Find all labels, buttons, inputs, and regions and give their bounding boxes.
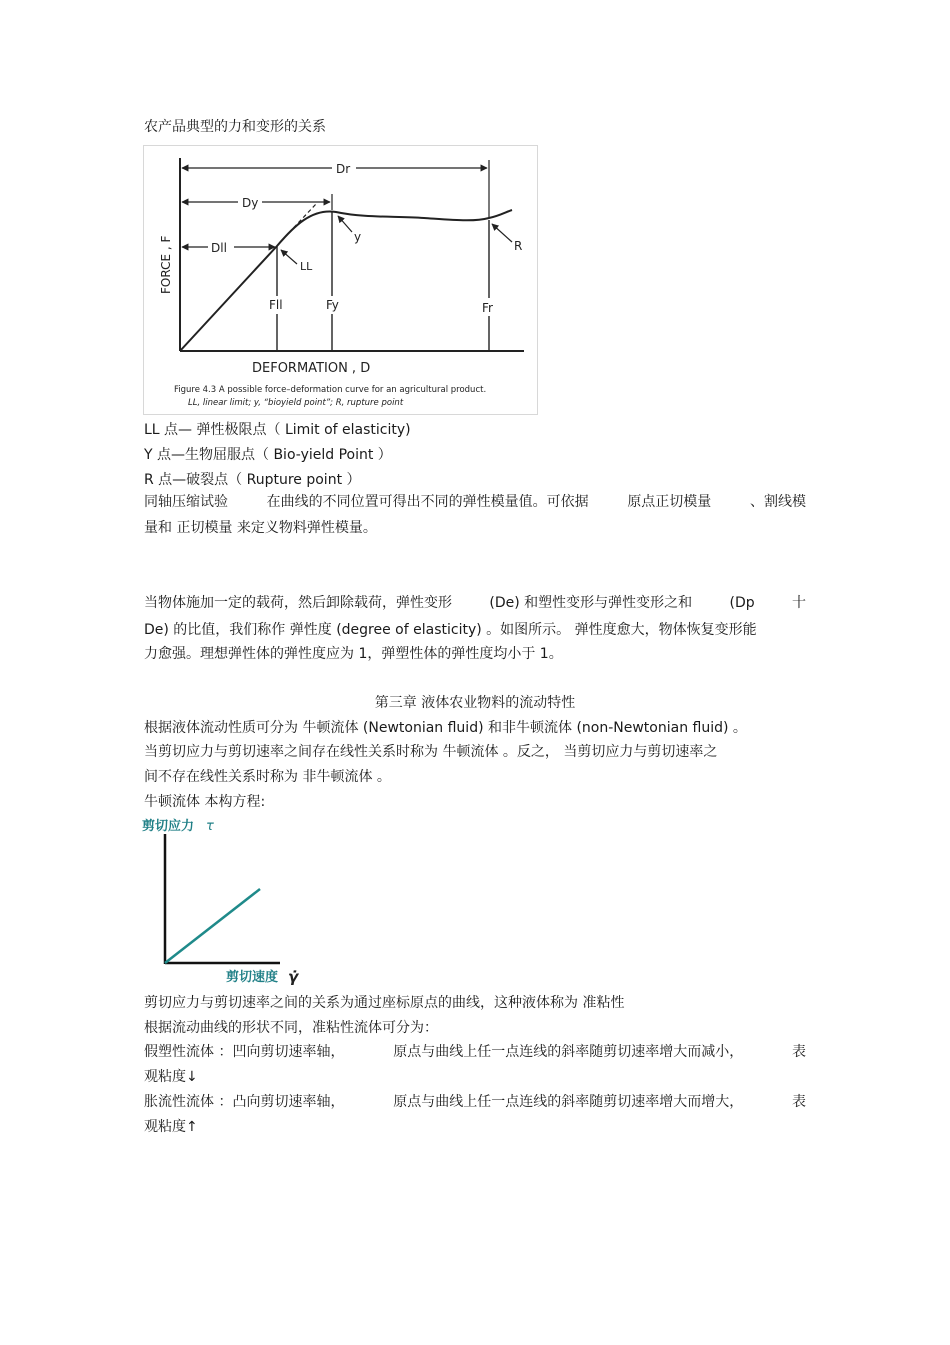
para2-line3: 力愈强。理想弹性体的弹性度应为 1，弹塑性体的弹性度均小于 1。 [144, 646, 563, 662]
para5-seg: 表 [791, 1044, 806, 1060]
def-y: Y 点—生物屈服点（ Bio-yield Point ） [144, 447, 392, 463]
def-ll: LL 点— 弹性极限点（ Limit of elasticity) [144, 422, 411, 438]
para1-line1 [144, 493, 806, 511]
para5-seg: 原点与曲线上任一点连线的斜率随剪切速率增大而减小， [393, 1044, 744, 1060]
x-axis-label: DEFORMATION , D [252, 361, 371, 376]
force-deformation-figure [143, 145, 538, 415]
chapter-title: 第三章 液体农业物料的流动特性 [374, 695, 576, 711]
para5-seg: 假塑性流体 ：凹向剪切速率轴， [144, 1044, 345, 1060]
figure1-caption-line1: Figure 4.3 A possible force–deformation curve for an agricultural product. [174, 385, 487, 395]
para1-line2: 量和 正切模量 来定义物料弹性模量。 [144, 520, 377, 536]
fig2-x-symbol: γ̇ [288, 968, 299, 986]
para6-seg: 原点与曲线上任一点连线的斜率随剪切速率增大而增大， [393, 1094, 744, 1110]
para1-seg: 、割线模 [749, 494, 806, 510]
dy-label: Dy [242, 196, 259, 210]
dr-label: Dr [336, 162, 351, 176]
tangent-dash [284, 204, 316, 238]
fig2-y-symbol: τ [206, 819, 214, 834]
dll-label: Dll [211, 241, 227, 255]
para2-line2: De) 的比值，我们称作 弹性度 (degree of elasticity) 。如图所示。 弹性度愈大，物体恢复变形能 [144, 622, 757, 638]
fig2-x-label: 剪切速度 [226, 970, 279, 985]
fig2-y-label: 剪切应力 [142, 819, 195, 834]
para2-seg: 十 [792, 595, 806, 611]
ll-label: LL [300, 260, 313, 273]
fll-label: Fll [269, 298, 283, 312]
para4-line1: 剪切应力与剪切速率之间的关系为通过座标原点的曲线，这种液体称为 准粘性 [144, 995, 625, 1011]
para3-line4: 牛顿流体 本构方程: [144, 794, 266, 810]
para2-seg: (De) 和塑性变形与弹性变形之和 [489, 595, 693, 611]
figure1-caption-line2: LL, linear limit; y, “bioyield point”; R, rupture point [188, 398, 404, 408]
force-deformation-chart [144, 146, 537, 414]
para5-line1 [144, 1043, 806, 1061]
y-pointer [338, 216, 352, 232]
ll-pointer [281, 250, 297, 264]
newtonian-figure [140, 812, 315, 987]
para2-line1 [144, 594, 806, 612]
para3-line1: 根据液体流动性质可分为 牛顿流体 (Newtonian fluid) 和非牛顿流体 (non-Newtonian fluid) 。 [144, 720, 747, 736]
newtonian-chart [140, 812, 315, 987]
y-axis-label: FORCE , F [159, 235, 173, 294]
para3-line2: 当剪切应力与剪切速率之间存在线性关系时称为 牛顿流体 。反之， 当剪切应力与剪切速率之 [144, 744, 718, 760]
newtonian-line [165, 889, 260, 963]
para1-seg: 原点正切模量 [627, 494, 712, 510]
para6-line1 [144, 1093, 806, 1111]
para2-seg: 当物体施加一定的载荷，然后卸除载荷，弹性变形 [144, 595, 452, 611]
para5-line2: 观粘度↓ [144, 1069, 198, 1085]
fr-label: Fr [482, 301, 493, 315]
para2-seg: (Dp [729, 595, 755, 611]
para3-line3: 间不存在线性关系时称为 非牛顿流体 。 [144, 769, 391, 785]
para6-seg: 胀流性流体 ：凸向剪切速率轴， [144, 1094, 345, 1110]
para1-seg: 在曲线的不同位置可得出不同的弹性模量值。可依据 [266, 494, 589, 510]
y-point-label: y [354, 230, 362, 244]
r-label: R [514, 239, 523, 253]
r-pointer [492, 224, 512, 242]
para1-seg: 同轴压缩试验 [144, 494, 228, 510]
def-r: R 点—破裂点（ Rupture point ） [144, 472, 361, 488]
fy-label: Fy [326, 298, 339, 312]
force-curve [180, 210, 512, 351]
para4-line2: 根据流动曲线的形状不同，准粘性流体可分为： [144, 1020, 438, 1036]
para6-line2: 观粘度↑ [144, 1119, 198, 1135]
figure-caption-title: 农产品典型的力和变形的关系 [144, 119, 326, 135]
para6-seg: 表 [791, 1094, 806, 1110]
